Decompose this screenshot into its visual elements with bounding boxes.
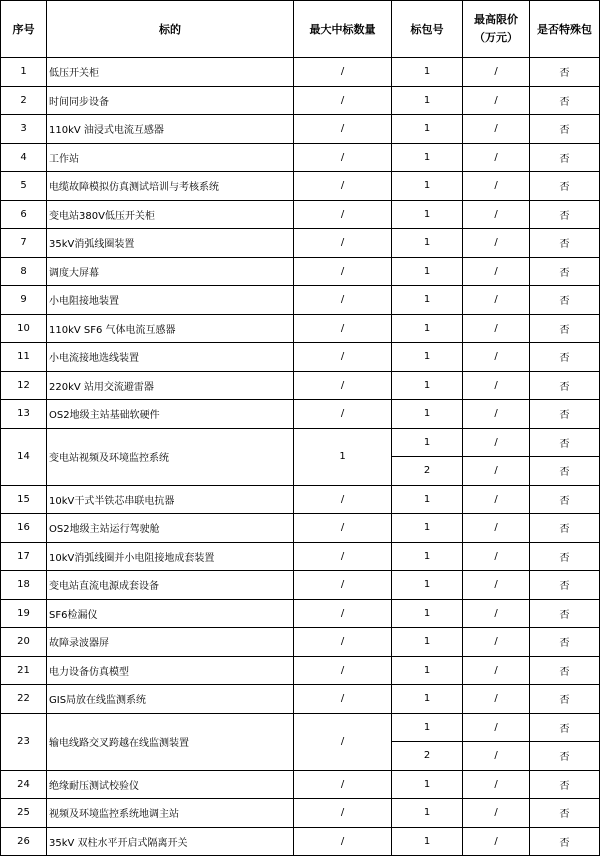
cell-seq: 7: [1, 229, 47, 258]
cell-price: /: [463, 343, 530, 372]
cell-special: 否: [530, 542, 600, 571]
cell-special: 否: [530, 371, 600, 400]
cell-max-count: /: [294, 343, 392, 372]
cell-package: 1: [392, 400, 463, 429]
cell-max-count: 1: [294, 428, 392, 485]
cell-price: /: [463, 86, 530, 115]
cell-max-count: /: [294, 713, 392, 770]
table-row: [1, 428, 600, 457]
cell-max-count: /: [294, 400, 392, 429]
cell-special: 否: [530, 314, 600, 343]
cell-max-count: /: [294, 143, 392, 172]
cell-special: 否: [530, 685, 600, 714]
cell-price: /: [463, 200, 530, 229]
cell-package: 1: [392, 286, 463, 315]
cell-price: /: [463, 286, 530, 315]
cell-package: 1: [392, 485, 463, 514]
cell-item-name: 变电站直流电源成套设备: [47, 571, 294, 600]
cell-item-name: 小电流接地选线装置: [47, 343, 294, 372]
cell-item-name: 调度大屏幕: [47, 257, 294, 286]
cell-special: 否: [530, 628, 600, 657]
cell-package: 1: [392, 314, 463, 343]
cell-max-count: /: [294, 314, 392, 343]
cell-item-name: OS2地级主站基础软硬件: [47, 400, 294, 429]
table-row: [1, 143, 600, 172]
header-item: 标的: [47, 1, 294, 58]
cell-seq: 26: [1, 827, 47, 856]
cell-package: 1: [392, 172, 463, 201]
cell-price: /: [463, 257, 530, 286]
table-row: [1, 514, 600, 543]
cell-price: /: [463, 229, 530, 258]
cell-seq: 13: [1, 400, 47, 429]
cell-item-name: 输电线路交叉跨越在线监测装置: [47, 713, 294, 770]
cell-item-name: 35kV消弧线圈装置: [47, 229, 294, 258]
cell-special: 否: [530, 115, 600, 144]
cell-price: /: [463, 656, 530, 685]
cell-item-name: 35kV 双柱水平开启式隔离开关: [47, 827, 294, 856]
table-row: [1, 229, 600, 258]
cell-item-name: SF6检漏仪: [47, 599, 294, 628]
cell-price: /: [463, 685, 530, 714]
cell-price: /: [463, 542, 530, 571]
table-row: [1, 172, 600, 201]
cell-special: 否: [530, 229, 600, 258]
cell-max-count: /: [294, 628, 392, 657]
table-row: [1, 200, 600, 229]
cell-max-count: /: [294, 200, 392, 229]
cell-seq: 22: [1, 685, 47, 714]
cell-special: 否: [530, 713, 600, 742]
cell-item-name: GIS局放在线监测系统: [47, 685, 294, 714]
table-row: [1, 400, 600, 429]
cell-special: 否: [530, 143, 600, 172]
cell-package: 1: [392, 571, 463, 600]
table-row: [1, 827, 600, 856]
cell-item-name: 110kV 油浸式电流互感器: [47, 115, 294, 144]
cell-price: /: [463, 799, 530, 828]
cell-max-count: /: [294, 770, 392, 799]
cell-package: 1: [392, 656, 463, 685]
cell-max-count: /: [294, 485, 392, 514]
table-row: [1, 628, 600, 657]
cell-special: 否: [530, 257, 600, 286]
table-row: [1, 286, 600, 315]
table-row: [1, 314, 600, 343]
table-row: [1, 542, 600, 571]
cell-seq: 5: [1, 172, 47, 201]
cell-max-count: /: [294, 229, 392, 258]
cell-seq: 20: [1, 628, 47, 657]
cell-special: 否: [530, 172, 600, 201]
cell-special: 否: [530, 514, 600, 543]
cell-item-name: 故障录波器屏: [47, 628, 294, 657]
cell-item-name: 小电阻接地装置: [47, 286, 294, 315]
cell-max-count: /: [294, 58, 392, 87]
cell-item-name: 电力设备仿真模型: [47, 656, 294, 685]
cell-price: /: [463, 485, 530, 514]
cell-price: /: [463, 143, 530, 172]
cell-seq: 17: [1, 542, 47, 571]
cell-item-name: 变电站380V低压开关柜: [47, 200, 294, 229]
cell-price: /: [463, 428, 530, 457]
table-row: [1, 599, 600, 628]
cell-package: 1: [392, 428, 463, 457]
header-price: [463, 1, 530, 58]
cell-seq: 16: [1, 514, 47, 543]
cell-package: 1: [392, 685, 463, 714]
cell-package: 1: [392, 628, 463, 657]
table-row: [1, 713, 600, 742]
cell-item-name: 110kV SF6 气体电流互感器: [47, 314, 294, 343]
cell-package: 1: [392, 514, 463, 543]
cell-item-name: OS2地级主站运行驾驶舱: [47, 514, 294, 543]
cell-special: 否: [530, 827, 600, 856]
table-body: [1, 58, 600, 856]
cell-price: /: [463, 371, 530, 400]
cell-seq: 21: [1, 656, 47, 685]
cell-price: /: [463, 457, 530, 486]
cell-package: 1: [392, 58, 463, 87]
cell-price: /: [463, 713, 530, 742]
cell-seq: 15: [1, 485, 47, 514]
cell-package: 2: [392, 457, 463, 486]
table-row: [1, 685, 600, 714]
cell-package: 2: [392, 742, 463, 771]
cell-package: 1: [392, 115, 463, 144]
cell-max-count: /: [294, 371, 392, 400]
cell-seq: 23: [1, 713, 47, 770]
cell-seq: 8: [1, 257, 47, 286]
header-row: [1, 1, 600, 58]
table-row: [1, 371, 600, 400]
cell-special: 否: [530, 656, 600, 685]
cell-item-name: 工作站: [47, 143, 294, 172]
cell-package: 1: [392, 799, 463, 828]
cell-item-name: 视频及环境监控系统地调主站: [47, 799, 294, 828]
cell-max-count: /: [294, 286, 392, 315]
cell-item-name: 低压开关柜: [47, 58, 294, 87]
cell-package: 1: [392, 827, 463, 856]
cell-seq: 6: [1, 200, 47, 229]
cell-max-count: /: [294, 514, 392, 543]
header-price-line1: 最高限价: [474, 13, 518, 26]
cell-price: /: [463, 514, 530, 543]
cell-special: 否: [530, 742, 600, 771]
cell-price: /: [463, 827, 530, 856]
cell-seq: 4: [1, 143, 47, 172]
cell-item-name: 时间同步设备: [47, 86, 294, 115]
cell-max-count: /: [294, 827, 392, 856]
cell-special: 否: [530, 343, 600, 372]
cell-max-count: /: [294, 257, 392, 286]
cell-package: 1: [392, 86, 463, 115]
header-package: 标包号: [392, 1, 463, 58]
cell-seq: 25: [1, 799, 47, 828]
cell-item-name: 电缆故障模拟仿真测试培训与考核系统: [47, 172, 294, 201]
table-row: [1, 656, 600, 685]
cell-max-count: /: [294, 115, 392, 144]
cell-price: /: [463, 770, 530, 799]
header-price-line2: （万元）: [474, 31, 518, 44]
cell-price: /: [463, 172, 530, 201]
header-special: 是否特殊包: [530, 1, 600, 58]
cell-seq: 1: [1, 58, 47, 87]
cell-special: 否: [530, 200, 600, 229]
cell-seq: 3: [1, 115, 47, 144]
table-row: [1, 115, 600, 144]
table-row: [1, 770, 600, 799]
cell-package: 1: [392, 770, 463, 799]
cell-seq: 12: [1, 371, 47, 400]
cell-price: /: [463, 742, 530, 771]
cell-max-count: /: [294, 86, 392, 115]
cell-package: 1: [392, 257, 463, 286]
cell-max-count: /: [294, 542, 392, 571]
cell-package: 1: [392, 371, 463, 400]
cell-max-count: /: [294, 599, 392, 628]
table-row: [1, 799, 600, 828]
table-row: [1, 571, 600, 600]
cell-item-name: 10kV干式半铁芯串联电抗器: [47, 485, 294, 514]
cell-price: /: [463, 400, 530, 429]
cell-seq: 24: [1, 770, 47, 799]
cell-price: /: [463, 314, 530, 343]
cell-seq: 14: [1, 428, 47, 485]
cell-seq: 11: [1, 343, 47, 372]
cell-package: 1: [392, 713, 463, 742]
cell-special: 否: [530, 86, 600, 115]
cell-max-count: /: [294, 571, 392, 600]
cell-special: 否: [530, 58, 600, 87]
cell-special: 否: [530, 286, 600, 315]
cell-package: 1: [392, 143, 463, 172]
cell-special: 否: [530, 599, 600, 628]
cell-max-count: /: [294, 656, 392, 685]
header-seq: 序号: [1, 1, 47, 58]
cell-seq: 2: [1, 86, 47, 115]
cell-package: 1: [392, 599, 463, 628]
table-row: [1, 86, 600, 115]
cell-package: 1: [392, 200, 463, 229]
cell-special: 否: [530, 428, 600, 457]
table-row: [1, 58, 600, 87]
cell-price: /: [463, 571, 530, 600]
header-max-count: 最大中标数量: [294, 1, 392, 58]
cell-package: 1: [392, 542, 463, 571]
cell-item-name: 绝缘耐压测试校验仪: [47, 770, 294, 799]
cell-max-count: /: [294, 685, 392, 714]
cell-max-count: /: [294, 799, 392, 828]
cell-item-name: 10kV消弧线圈并小电阻接地成套装置: [47, 542, 294, 571]
cell-special: 否: [530, 400, 600, 429]
cell-special: 否: [530, 799, 600, 828]
cell-item-name: 变电站视频及环境监控系统: [47, 428, 294, 485]
cell-special: 否: [530, 457, 600, 486]
cell-seq: 10: [1, 314, 47, 343]
table-row: [1, 485, 600, 514]
cell-seq: 19: [1, 599, 47, 628]
table-row: [1, 343, 600, 372]
cell-item-name: 220kV 站用交流避雷器: [47, 371, 294, 400]
cell-special: 否: [530, 485, 600, 514]
cell-price: /: [463, 599, 530, 628]
cell-special: 否: [530, 770, 600, 799]
cell-seq: 18: [1, 571, 47, 600]
cell-price: /: [463, 628, 530, 657]
cell-package: 1: [392, 343, 463, 372]
cell-special: 否: [530, 571, 600, 600]
cell-max-count: /: [294, 172, 392, 201]
cell-package: 1: [392, 229, 463, 258]
cell-price: /: [463, 115, 530, 144]
cell-seq: 9: [1, 286, 47, 315]
table-row: [1, 257, 600, 286]
cell-price: /: [463, 58, 530, 87]
